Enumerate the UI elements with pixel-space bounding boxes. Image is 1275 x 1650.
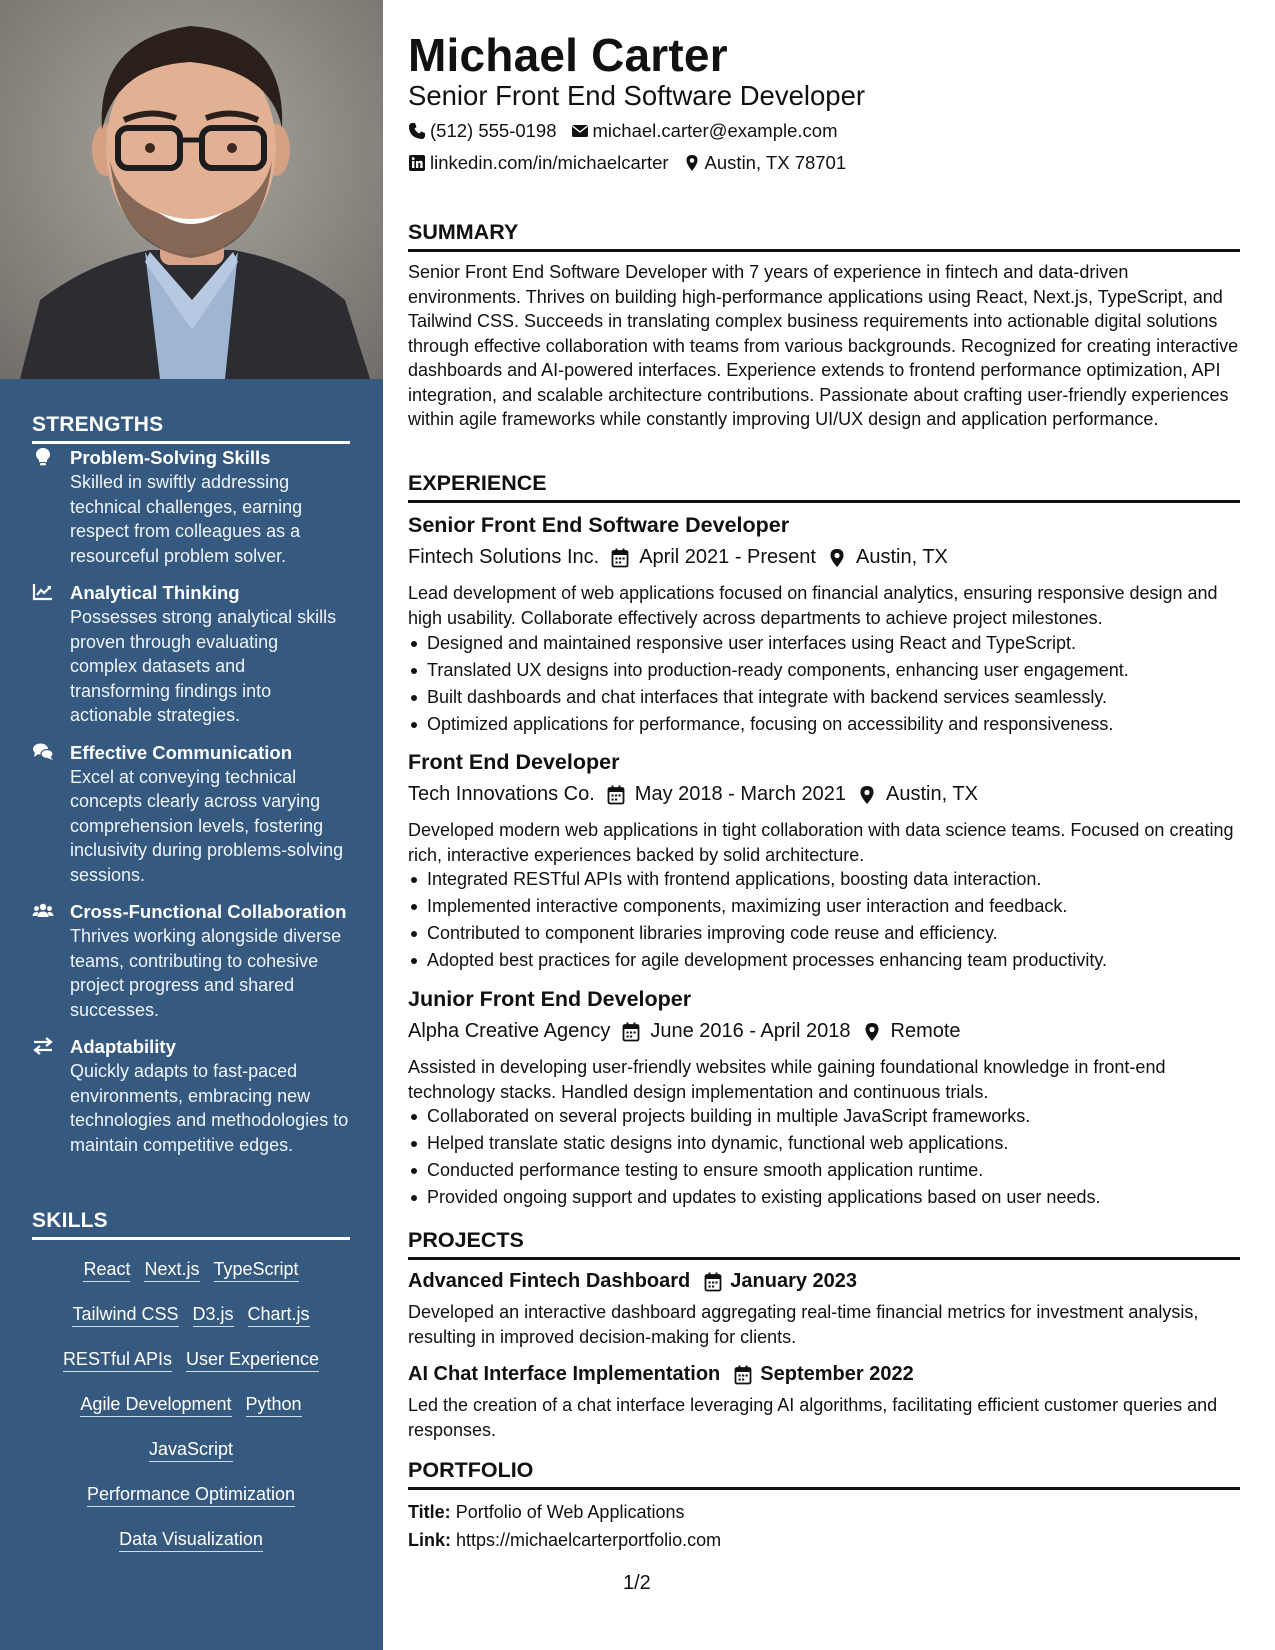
job-bullets	[408, 630, 1240, 738]
linkedin-contact[interactable]	[408, 152, 669, 174]
line-chart-icon	[32, 581, 70, 728]
phone-number: (512) 555-0198	[430, 120, 557, 141]
skill-tag: Chart.js	[248, 1303, 310, 1327]
linkedin-icon	[408, 154, 426, 172]
page-number: 1/2	[623, 1572, 651, 1594]
strength-item	[32, 446, 350, 568]
sidebar	[0, 0, 383, 1650]
linkedin-url[interactable]: linkedin.com/in/michaelcarter	[430, 152, 669, 173]
location-text: Austin, TX 78701	[704, 152, 847, 173]
users-icon	[32, 900, 70, 1022]
email-contact[interactable]	[571, 120, 838, 142]
job-meta	[408, 783, 990, 806]
projects-heading: PROJECTS	[408, 1228, 1240, 1260]
job-bullet: Integrated RESTful APIs with frontend applications, boosting data interaction.	[408, 866, 1240, 893]
portfolio-link-line	[408, 1530, 721, 1551]
calendar-icon	[704, 1272, 722, 1292]
strength-title: Analytical Thinking	[70, 582, 240, 603]
skill-tag: React	[83, 1258, 130, 1282]
phone-contact	[408, 120, 557, 142]
skill-tag: JavaScript	[149, 1438, 233, 1462]
profile-photo	[0, 0, 383, 379]
strength-description: Thrives working alongside diverse teams, contributing to cohesive project progress and shared successes.	[70, 926, 342, 1020]
contact-row-2	[408, 152, 860, 174]
strength-title: Adaptability	[70, 1036, 176, 1057]
swap-arrows-icon	[32, 1035, 70, 1157]
portfolio-title-line	[408, 1502, 684, 1523]
candidate-role: Senior Front End Software Developer	[408, 80, 866, 111]
strength-description: Quickly adapts to fast-paced environments, embracing new technologies and methodologies to maintain competitive edges.	[70, 1061, 349, 1155]
job-company: Tech Innovations Co.	[408, 783, 595, 805]
portfolio-link-label: Link:	[408, 1530, 451, 1550]
candidate-name: Michael Carter	[408, 29, 728, 81]
project-date: September 2022	[760, 1363, 914, 1385]
skills-list	[32, 1258, 350, 1573]
strength-title: Effective Communication	[70, 741, 293, 763]
project-header	[408, 1270, 857, 1293]
portfolio-title-label: Title:	[408, 1502, 451, 1522]
job-title: Senior Front End Software Developer	[408, 513, 790, 537]
map-pin-icon	[683, 154, 701, 172]
project-name: AI Chat Interface Implementation	[408, 1363, 721, 1385]
job-description: Developed modern web applications in tight collaboration with data science teams. Focused on creating rich, interactive experiences backed by solid architecture.	[408, 820, 1234, 865]
job-title: Junior Front End Developer	[408, 987, 692, 1011]
map-pin-icon	[863, 1022, 881, 1042]
job-bullet: Optimized applications for performance, focusing on accessibility and responsiveness.	[408, 711, 1240, 738]
project-name: Advanced Fintech Dashboard	[408, 1270, 691, 1292]
portfolio-title-value: Portfolio of Web Applications	[455, 1502, 685, 1522]
calendar-icon	[611, 548, 629, 568]
phone-icon	[408, 122, 426, 140]
job-bullet: Helped translate static designs into dynamic, functional web applications.	[408, 1130, 1240, 1157]
contact-row-1	[408, 120, 852, 142]
strength-item	[32, 581, 350, 728]
skills-heading: SKILLS	[32, 1209, 350, 1240]
map-pin-icon	[828, 548, 846, 568]
job-bullets	[408, 866, 1240, 974]
job-bullet: Designed and maintained responsive user interfaces using React and TypeScript.	[408, 630, 1240, 657]
calendar-icon	[622, 1022, 640, 1042]
job-description: Lead development of web applications focused on financial analytics, ensuring responsive design and high usability. Collaborate effectively across departments to achieve project milestones.	[408, 583, 1218, 628]
chat-bubbles-icon	[32, 741, 70, 888]
job-bullets	[408, 1103, 1240, 1211]
project-description: Led the creation of a chat interface leveraging AI algorithms, facilitating efficient customer queries and responses.	[408, 1395, 1218, 1440]
project-date: January 2023	[730, 1270, 858, 1292]
job-location: Austin, TX	[886, 783, 978, 805]
job-location: Austin, TX	[855, 546, 948, 568]
skill-tag: TypeScript	[214, 1258, 299, 1282]
skill-tag: Tailwind CSS	[72, 1303, 178, 1327]
job-bullet: Translated UX designs into production-ready components, enhancing user engagement.	[408, 657, 1240, 684]
skill-tag: D3.js	[193, 1303, 234, 1327]
strengths-list	[32, 446, 350, 1170]
job-bullet: Provided ongoing support and updates to existing applications based on user needs.	[408, 1184, 1240, 1211]
skill-tag: Data Visualization	[119, 1528, 263, 1552]
job-bullet: Conducted performance testing to ensure smooth application runtime.	[408, 1157, 1240, 1184]
strengths-heading: STRENGTHS	[32, 413, 350, 444]
job-bullet: Adopted best practices for agile development processes enhancing team productivity.	[408, 947, 1240, 974]
project-header	[408, 1363, 914, 1386]
job-description: Assisted in developing user-friendly websites while gaining foundational knowledge in front-end technology stacks. Handled design implementation and continuous trials.	[408, 1057, 1166, 1102]
job-meta	[408, 546, 960, 569]
strength-title: Problem-Solving Skills	[70, 447, 271, 468]
job-bullet: Built dashboards and chat interfaces that integrate with backend services seamlessly.	[408, 684, 1240, 711]
summary-heading: SUMMARY	[408, 220, 1240, 252]
skill-tag: Python	[246, 1393, 302, 1417]
email-address[interactable]: michael.carter@example.com	[592, 120, 838, 141]
job-title: Front End Developer	[408, 750, 620, 774]
strength-item	[32, 900, 350, 1022]
location-contact	[683, 152, 847, 174]
experience-heading: EXPERIENCE	[408, 471, 1240, 503]
strength-item	[32, 741, 350, 888]
job-company: Fintech Solutions Inc.	[408, 546, 600, 568]
job-bullet: Collaborated on several projects building in multiple JavaScript frameworks.	[408, 1103, 1240, 1130]
strength-description: Possesses strong analytical skills proven through evaluating complex datasets and transforming findings into actionable strategies.	[70, 607, 337, 725]
job-dates: April 2021 - Present	[639, 546, 816, 568]
job-meta	[408, 1020, 973, 1043]
map-pin-icon	[858, 785, 876, 805]
job-location: Remote	[890, 1020, 961, 1042]
skill-tag: Agile Development	[80, 1393, 231, 1417]
skill-tag: Performance Optimization	[87, 1483, 295, 1507]
strength-description: Skilled in swiftly addressing technical challenges, earning respect from colleagues as a resourceful problem solver.	[70, 472, 303, 566]
job-company: Alpha Creative Agency	[408, 1020, 611, 1042]
job-bullet: Implemented interactive components, maximizing user interaction and feedback.	[408, 893, 1240, 920]
envelope-icon	[571, 122, 589, 140]
job-bullet: Contributed to component libraries improving code reuse and efficiency.	[408, 920, 1240, 947]
calendar-icon	[734, 1365, 752, 1385]
skill-tag: User Experience	[186, 1348, 319, 1372]
skill-tag: RESTful APIs	[63, 1348, 172, 1372]
project-description: Developed an interactive dashboard aggregating real-time financial metrics for investment analysis, resulting in improved decision-making for clients.	[408, 1302, 1199, 1347]
job-dates: June 2016 - April 2018	[650, 1020, 851, 1042]
summary-text: Senior Front End Software Developer with 7 years of experience in fintech and data-driven environments. Thrives on building high-performance applications using React, Next.js, TypeScript, and Tailwind CSS. Succeeds in translating complex business requirements into actionable digital solutions through effective collaboration with teams from various backgrounds. Recognized for creating interactive dashboards and AI-powered interfaces. Experience extends to frontend performance optimization, API integration, and scalable architecture contributions. Passionate about crafting user-friendly experiences within agile frameworks while constantly improving UI/UX design and application performance.	[408, 262, 1239, 429]
portfolio-heading: PORTFOLIO	[408, 1458, 1240, 1490]
lightbulb-icon	[32, 446, 70, 568]
portfolio-link[interactable]: https://michaelcarterportfolio.com	[456, 1530, 722, 1550]
calendar-icon	[607, 785, 625, 805]
strength-title: Cross-Functional Collaboration	[70, 901, 347, 922]
skill-tag: Next.js	[144, 1258, 199, 1282]
strength-description: Excel at conveying technical concepts clearly across varying comprehension levels, fostering inclusivity during problems-solving sessions.	[70, 766, 344, 885]
strength-item	[32, 1035, 350, 1157]
job-dates: May 2018 - March 2021	[634, 783, 847, 805]
